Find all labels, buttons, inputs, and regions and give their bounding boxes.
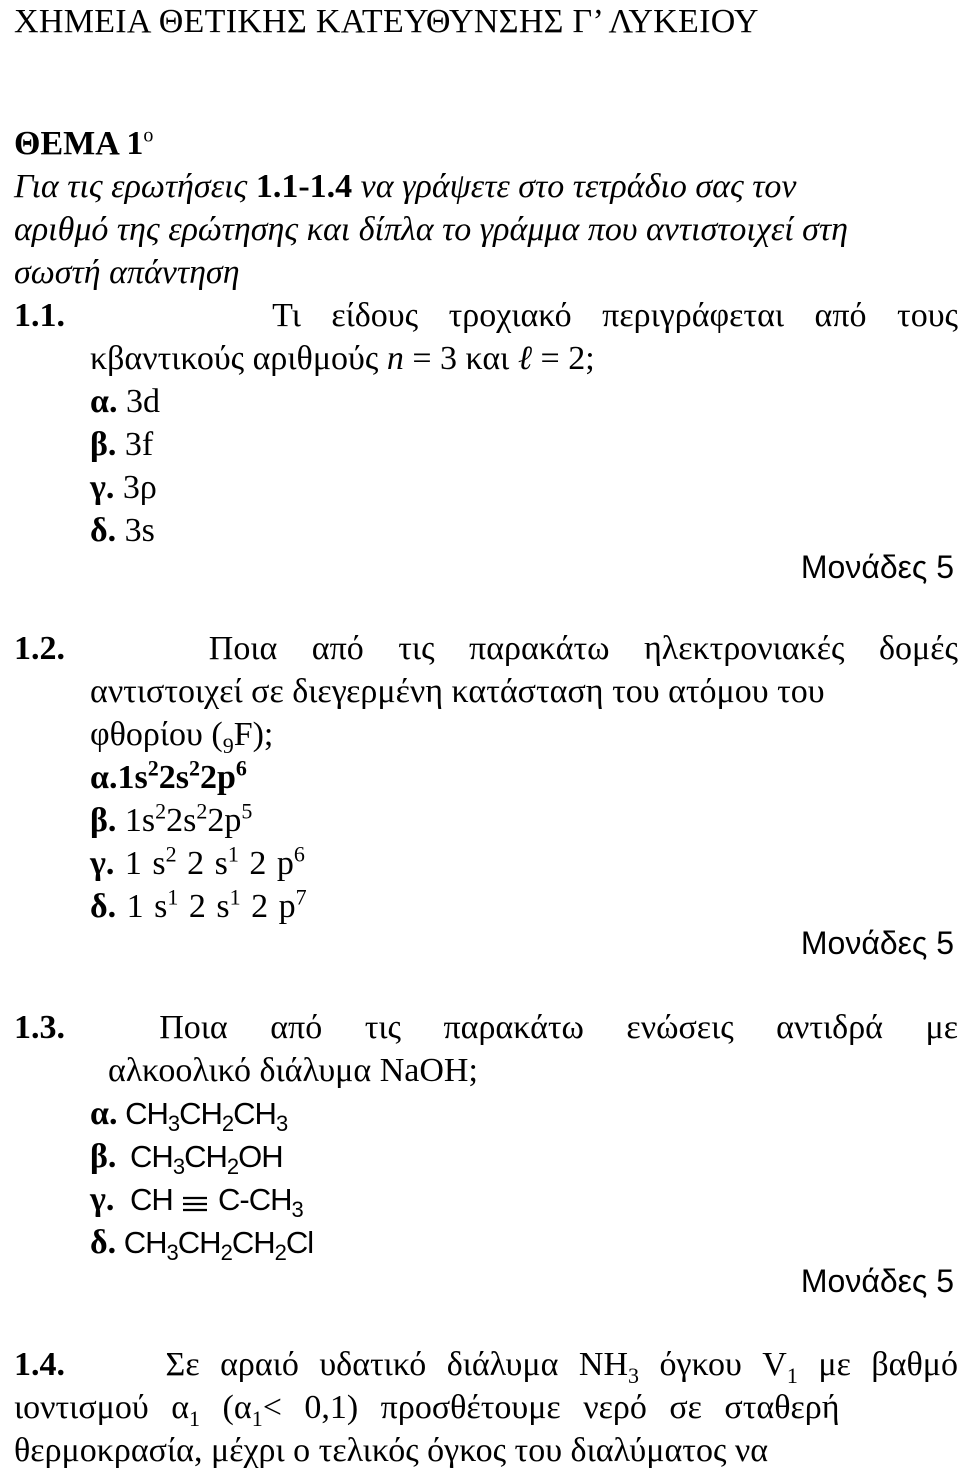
q4-text-1 [166, 1343, 958, 1386]
q2-option-c-orbital-3: 2 p [238, 845, 294, 882]
q1-option-d-text: 3s [116, 512, 155, 549]
q1-text-2c: = 2; [532, 340, 595, 377]
q2-option-d-orbital-2: 2 s [178, 888, 230, 925]
q3-option-d-part-1: CH [116, 1225, 167, 1260]
q1-option-d [90, 509, 155, 552]
q2-text-2: αντιστοιχεί σε διεγερμένη κατάσταση του ατόμου του [90, 673, 825, 710]
q3-option-d-letter: δ. [90, 1224, 117, 1261]
q2-option-b-orbital-3: 2p [207, 802, 242, 839]
q2-line-3 [90, 713, 273, 756]
theme-sup: ο [143, 124, 154, 147]
q3-option-b-sub-2: 2 [226, 1154, 239, 1180]
triple-bond-icon [182, 1180, 208, 1223]
q3-option-d [90, 1221, 313, 1264]
q4-text-2b: (α [200, 1389, 252, 1426]
q2-option-a-orbital-2: 2s [158, 759, 189, 796]
instructions-line-2 [14, 208, 848, 251]
instructions-text-a: Για τις ερωτήσεις [14, 168, 256, 205]
q3-option-b [90, 1135, 283, 1178]
q3-option-b-letter: β. [90, 1138, 117, 1175]
q2-text-3b: F); [233, 716, 274, 753]
q4-text-1a: Σε αραιό υδατικό διάλυμα NH [165, 1346, 629, 1383]
q2-option-c-sup-2: 1 [227, 841, 239, 867]
q3-option-a-part-2: CH [179, 1096, 222, 1131]
q3-option-b-part-3: OH [238, 1139, 283, 1174]
q1-number: 1.1. [14, 297, 65, 334]
q4-text-1b: όγκου V [639, 1346, 787, 1383]
q2-option-b-sup-2: 2 [196, 798, 208, 824]
q4-text-2a: ιοντισμού α [14, 1389, 190, 1426]
q3-option-c-part-2: C-CH [210, 1182, 292, 1217]
q1-option-a [90, 380, 160, 423]
q1-option-b [90, 423, 153, 466]
q3-option-d-part-4: Cl [285, 1225, 314, 1260]
q3-points [801, 1260, 954, 1303]
q1-option-c-letter: γ. [90, 469, 115, 506]
q4-sub-v1: 1 [786, 1362, 798, 1388]
q1-text-2a: κβαντικούς αριθμούς [90, 340, 387, 377]
q1-points-text: Μονάδες 5 [800, 549, 954, 585]
q3-option-a-sub-2: 2 [221, 1111, 234, 1137]
q3-option-d-part-2: CH [177, 1225, 221, 1260]
q1-line-1 [14, 294, 958, 337]
q3-option-d-sub-2: 2 [220, 1240, 232, 1266]
q4-text-3: θερμοκρασία, μέχρι ο τελικός όγκος του διαλύματος να [14, 1432, 769, 1469]
q2-atomic-number: 9 [222, 732, 234, 758]
q2-option-c-orbital-2: 2 s [176, 845, 228, 882]
instructions-line-3 [14, 251, 240, 294]
q4-sub-alpha1: 1 [189, 1405, 201, 1431]
q3-option-d-sub-3: 2 [274, 1240, 286, 1266]
q3-text-2: αλκοολικό διάλυμα NaOH; [108, 1052, 478, 1089]
q2-option-a-sup-3: 6 [235, 755, 247, 781]
instructions-line-1 [14, 165, 958, 208]
q4-sub-nh3: 3 [628, 1362, 640, 1388]
q3-option-c [90, 1178, 303, 1223]
q3-option-b-part-2: CH [184, 1139, 227, 1174]
q1-text-1: Τι είδους τροχιακό περιγράφεται από τους [272, 297, 958, 334]
instructions-text-3: σωστή απάντηση [14, 254, 240, 291]
q2-text-3a: φθορίου ( [90, 716, 223, 753]
q1-option-a-letter: α. [90, 383, 118, 420]
q2-option-a-orbital-3: 2p [199, 759, 236, 796]
q3-number: 1.3. [14, 1009, 65, 1046]
q4-line-2 [14, 1386, 840, 1429]
q2-option-b-orbital-2: 2s [166, 802, 197, 839]
q4-text-1c: με βαθμό [797, 1346, 958, 1383]
q4-sub-alpha1-b: 1 [251, 1405, 263, 1431]
q2-option-a-sup-1: 2 [147, 755, 159, 781]
q3-option-b-part-1: CH [122, 1139, 173, 1174]
q3-option-c-letter: γ. [90, 1181, 115, 1218]
q2-option-d-orbital-3: 2 p [240, 888, 296, 925]
q3-option-b-sub-1: 3 [172, 1154, 185, 1180]
theme-label: ΘΕΜΑ 1 [14, 125, 144, 162]
q2-option-b-orbital-1: 1s [116, 802, 156, 839]
q2-line-2 [90, 670, 825, 713]
q2-option-d [90, 885, 307, 928]
q2-option-d-orbital-1: 1 s [116, 888, 168, 925]
header-title-text: ΧΗΜΕΙΑ ΘΕΤΙΚΗΣ ΚΑΤΕΥΘΥΝΣΗΣ Γ’ ΛΥΚΕΙΟΥ [14, 3, 759, 40]
q2-number: 1.2. [14, 630, 65, 667]
q2-option-c [90, 842, 305, 885]
q1-l-symbol: ℓ [517, 340, 533, 377]
q3-option-d-part-3: CH [231, 1225, 275, 1260]
q1-n-symbol: n [386, 340, 404, 377]
q3-text-1: Ποια από τις παρακάτω ενώσεις αντιδρά με [159, 1009, 958, 1046]
q3-option-c-sub-2: 3 [291, 1197, 303, 1223]
q2-option-c-sup-3: 6 [293, 841, 305, 867]
q2-line-1 [14, 627, 958, 670]
q2-option-d-sup-3: 7 [295, 884, 307, 910]
q3-option-a-sub-1: 3 [167, 1111, 180, 1137]
q3-option-d-sub-1: 3 [166, 1240, 178, 1266]
q2-option-b [90, 799, 252, 842]
q4-line-3 [14, 1429, 768, 1472]
q2-option-c-orbital-1: 1 s [114, 845, 166, 882]
q2-option-c-letter: γ. [90, 845, 115, 882]
q2-option-d-sup-2: 1 [229, 884, 241, 910]
q2-option-b-letter: β. [90, 802, 117, 839]
q1-option-d-letter: δ. [90, 512, 117, 549]
q2-points-text: Μονάδες 5 [800, 925, 954, 961]
q4-line-1 [14, 1343, 958, 1386]
q3-line-2 [108, 1049, 478, 1092]
q1-option-a-text: 3d [117, 383, 160, 420]
q3-points-text: Μονάδες 5 [800, 1263, 954, 1299]
q3-option-a-part-1: CH [117, 1096, 168, 1131]
theme-heading [14, 122, 153, 165]
q2-option-a [90, 756, 247, 799]
page-header-title [14, 0, 958, 43]
q1-option-c [90, 466, 157, 509]
q4-text-2c: < 0,1) προσθέτουμε νερό σε σταθερή [262, 1389, 840, 1426]
q2-option-b-sup-3: 5 [241, 798, 253, 824]
q3-option-a-letter: α. [90, 1095, 118, 1132]
q3-option-a-sub-3: 3 [275, 1111, 288, 1137]
instructions-text-2: αριθμό της ερώτησης και δίπλα το γράμμα που αντιστοιχεί στη [14, 211, 848, 248]
q2-option-a-letter: α. [90, 759, 118, 796]
q4-number: 1.4. [14, 1346, 65, 1383]
q2-text-1: Ποια από τις παρακάτω ηλεκτρονιακές δομές [208, 630, 958, 667]
q2-option-a-orbital-1: 1s [117, 759, 148, 796]
q2-option-a-sup-2: 2 [188, 755, 200, 781]
q3-option-a-part-3: CH [233, 1096, 276, 1131]
q2-option-c-sup-1: 2 [165, 841, 177, 867]
q1-option-c-text: 3ρ [114, 469, 157, 506]
q2-option-d-letter: δ. [90, 888, 117, 925]
q1-option-b-text: 3f [116, 426, 154, 463]
q1-points [801, 546, 954, 589]
q2-option-b-sup-1: 2 [155, 798, 167, 824]
q2-option-d-sup-1: 1 [167, 884, 179, 910]
q3-line-1 [14, 1006, 958, 1049]
q3-option-c-part-1: CH [122, 1182, 181, 1217]
instructions-range: 1.1-1.4 [255, 168, 353, 205]
q2-points [801, 922, 954, 965]
instructions-text-c: να γράψετε στο τετράδιο σας τον [352, 168, 797, 205]
q1-line-2 [90, 337, 595, 380]
q1-option-b-letter: β. [90, 426, 117, 463]
q3-option-a [90, 1092, 287, 1135]
q1-text-2b: = 3 και [403, 340, 518, 377]
